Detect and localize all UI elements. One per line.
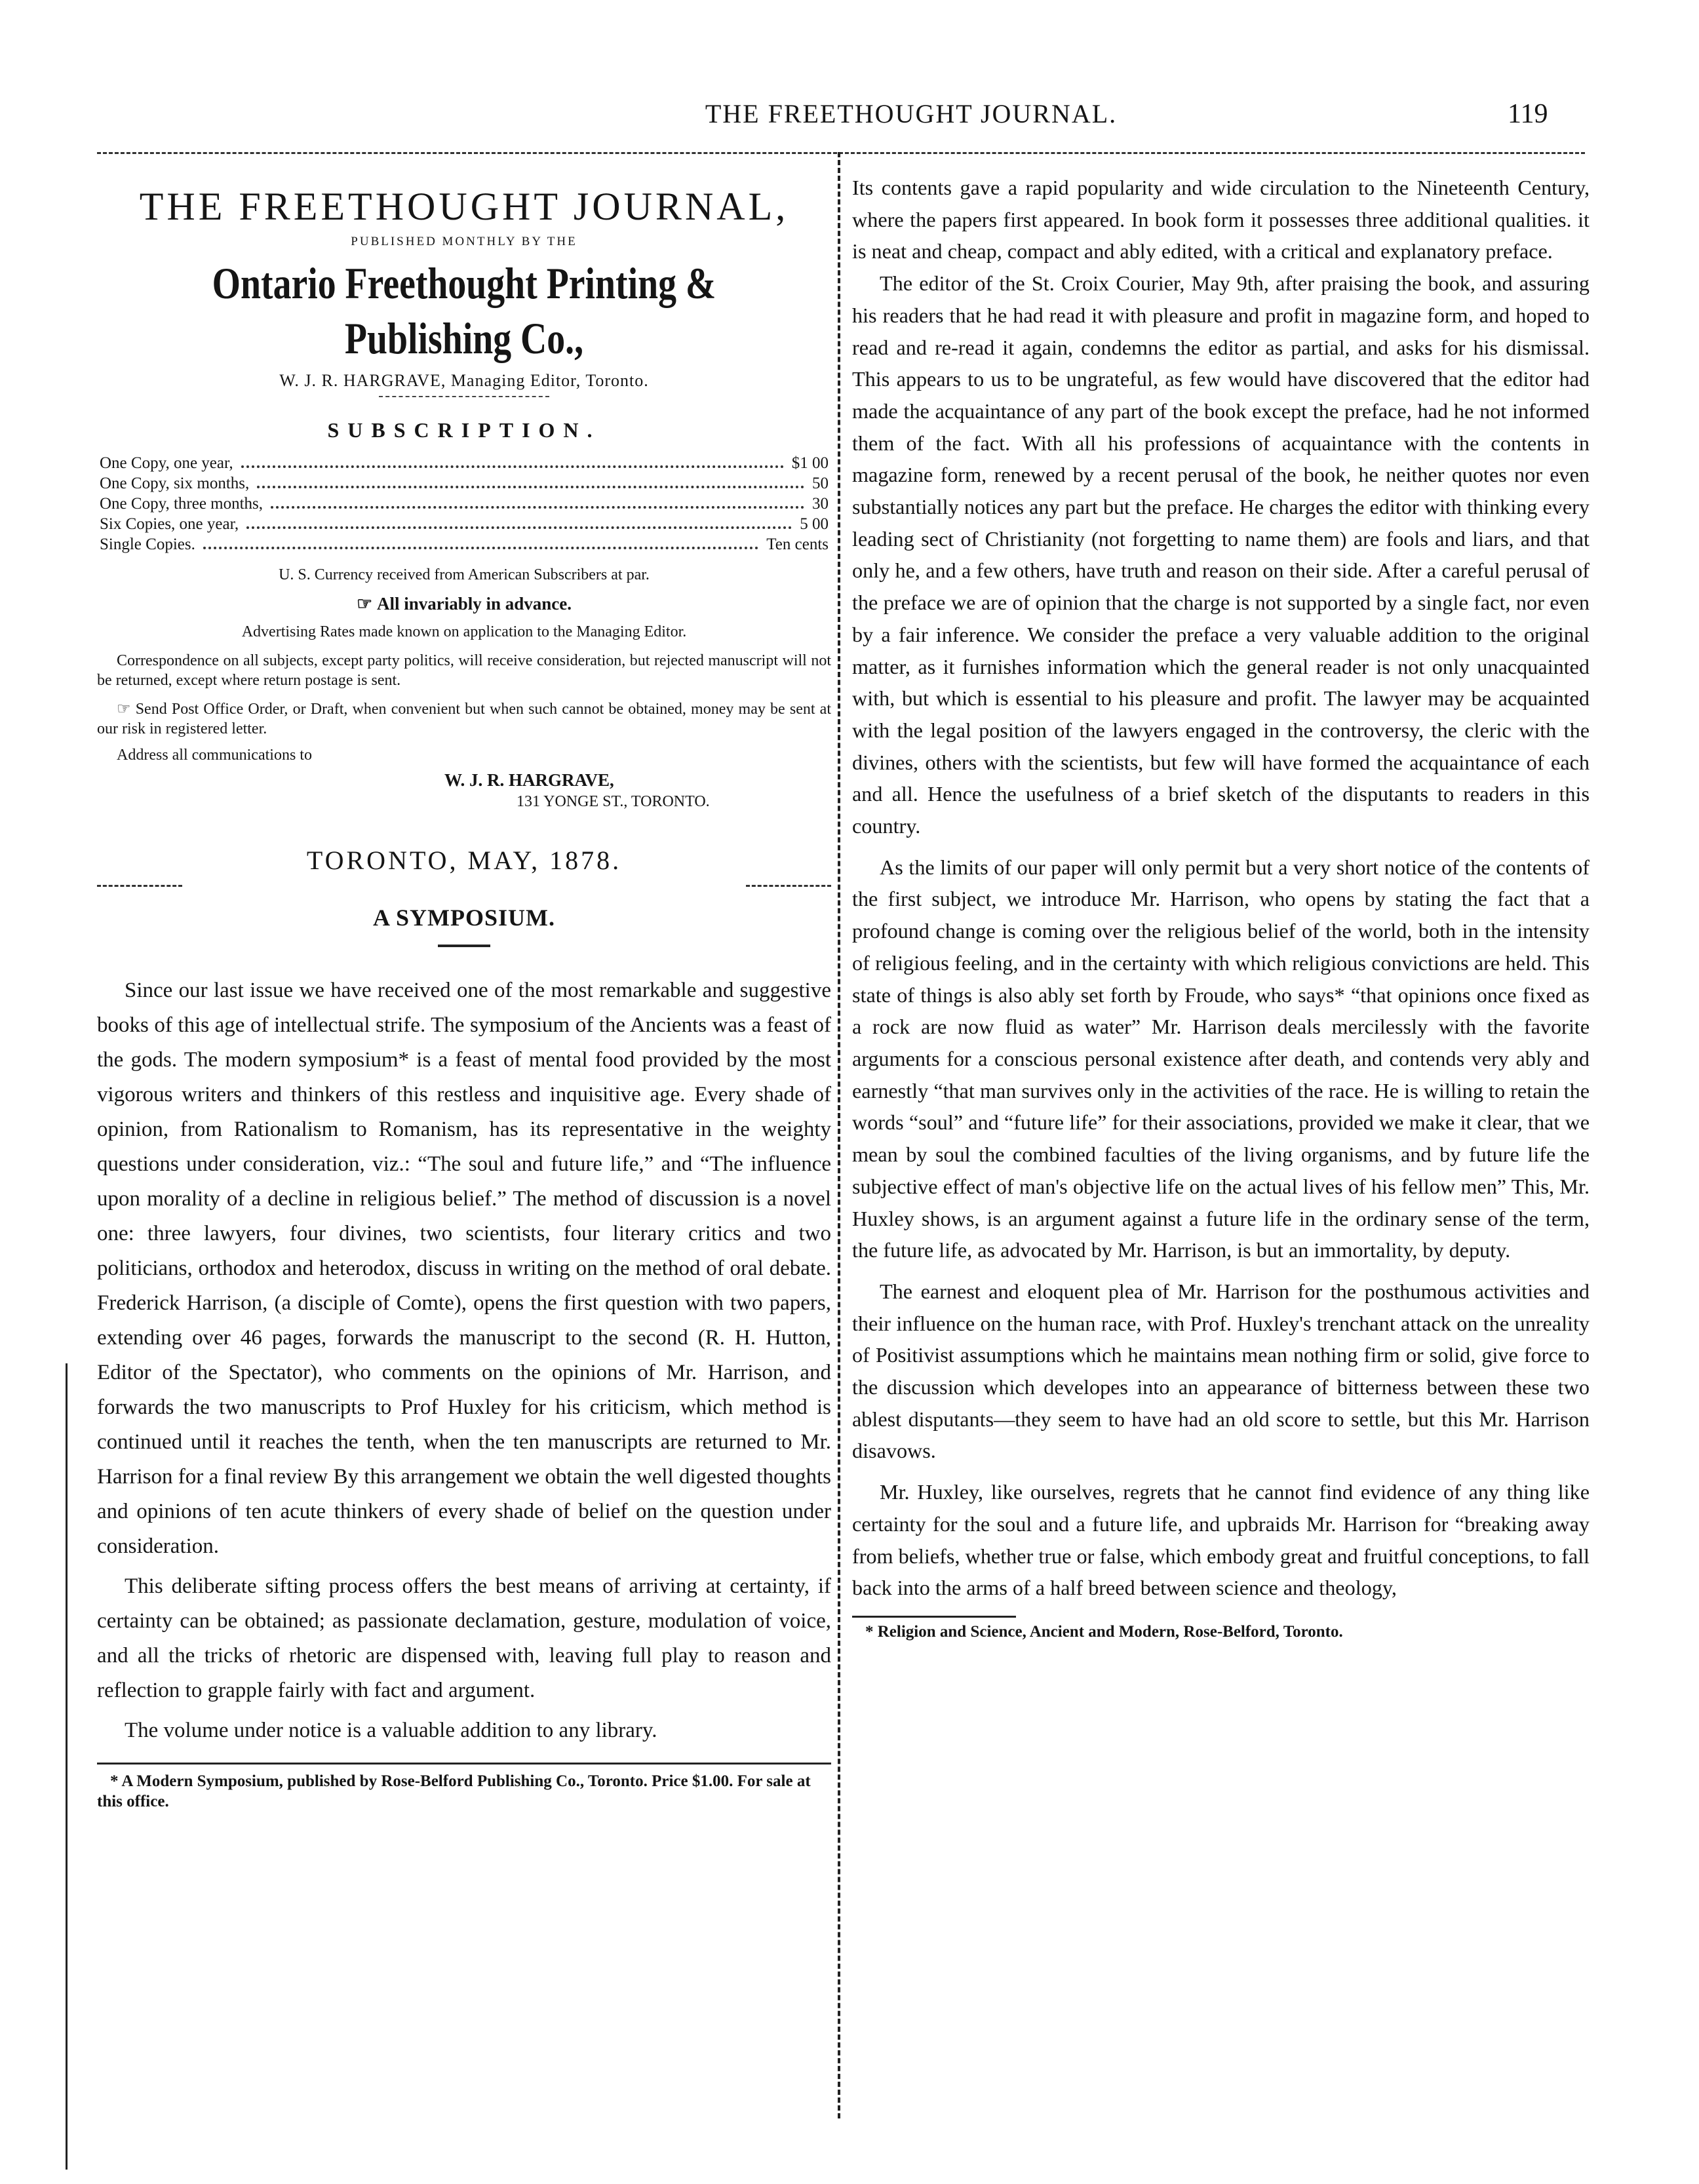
footnote-rule [97, 1763, 831, 1765]
rate-label: One Copy, three months, [100, 495, 264, 513]
pointing-hand-icon: ☞ [356, 594, 377, 614]
address-street: 131 YONGE ST., TORONTO. [517, 793, 710, 810]
article-paragraph: Since our last issue we have received one of the most remarkable and suggestive books of this age of intellectual strife. The symposium of the Ancients was a feast of the gods. The modern symposium* is a feast of mental food provided by the most vigorous writers and thinkers of this restless and inquisitive age. Every shade of opinion, from Rationalism to Romanism, has its representative in the weighty questions under consideration, viz.: “The soul and future life,” and “The influence upon morality of a decline in religious belief.” The method of discussion is a novel one: three lawyers, four divines, two scientists, four literary critics and two politicians, orthodox and heterodox, discuss in writing on the method of oral debate. Frederick Harrison, (a disciple of Comte), opens the first question with two papers, extending over 46 pages, forwards the manuscript to the second (R. H. Hutton, Editor of the Spectator), who comments on the opinions of Mr. Harrison, and forwards the two manuscripts to Prof Huxley for his criticism, which method is continued until it reaches the tenth, when the ten manuscripts are returned to Mr. Harrison for a final review By this arrangement we obtain the well digested thoughts and opinions of ten acute thinkers of every shade of belief on the question under consideration. [97, 979, 831, 1558]
rate-label: Six Copies, one year, [100, 515, 239, 533]
masthead-rule [379, 396, 549, 397]
article-paragraph: As the limits of our paper will only permit but a very short notice of the contents of the first subject, we introduce Mr. Harrison, who opens by stating the fact that a profound change is coming over the religious belief of the world, both in the intensity of religious feeling, and in the certainty with which religious convictions are held. This state of things is also ably set forth by Froude, who says* “that opinions once fixed as a rock are now fluid as water” Mr. Harrison deals mercilessly with the favorite arguments for a conscious personal existence after death, and contends very ably and earnestly “that man survives only in the activities of the race. He is willing to retain the words “soul” and “future life” for their associations, provided we make it clear, that we mean by soul the combined faculties of the living organisms, and by future life the subjective effect of man's objective life on the actual lives of his fellow men” This, Mr. Huxley shows, is an argument against a future life in the ordinary sense of the term, the future life, as advocated by Mr. Harrison, is but an immortality, by deputy. [852, 855, 1590, 1262]
article-paragraph: This deliberate sifting process offers the best means of arriving at certainty, if certainty can be obtained; as passionate declamation, gesture, modulation of voice, and all the tricks of rhetoric are dispensed with, leaving full play to reason and reflection to grapple fairly with fact and argument. [97, 1574, 831, 1702]
margin-rule [66, 1363, 68, 2170]
article-paragraph: Mr. Huxley, like ourselves, regrets that he cannot find evidence of any thing like certainty for the soul and a future life, and upbraids Mr. Harrison for “breaking away from beliefs, whether true or false, which embody great and fruitful conceptions, to fall back into the arms of a half breed between science and theology, [852, 1480, 1590, 1600]
rate-row [100, 534, 829, 555]
address-label: Address all communications to [117, 747, 312, 764]
remittance-note-text: Send Post Office Order, or Draft, when convenient but when such cannot be obtained, money may be sent at our risk in registered letter. [97, 701, 832, 737]
dateline: TORONTO, MAY, 1878. [306, 846, 622, 875]
masthead-title: THE FREETHOUGHT JOURNAL, [139, 185, 789, 228]
rate-label: Single Copies. [100, 536, 195, 553]
masthead-published-by: PUBLISHED MONTHLY BY THE [351, 235, 577, 248]
pointing-hand-icon: ☞ [117, 701, 136, 718]
advertising-note: Advertising Rates made known on application to the Managing Editor. [241, 623, 687, 640]
masthead-company: Ontario Freethought Printing & Publishing Co., [212, 258, 716, 363]
running-head [0, 98, 1699, 144]
currency-note: U. S. Currency received from American Subscribers at par. [279, 566, 650, 583]
rate-price: Ten cents [766, 536, 829, 553]
footnote-rule [852, 1616, 1016, 1618]
masthead-editor: W. J. R. HARGRAVE, Managing Editor, Toronto. [279, 371, 649, 390]
running-title: THE FREETHOUGHT JOURNAL. [705, 99, 1118, 128]
leader-dots [246, 526, 792, 529]
rate-row [100, 453, 829, 473]
dateline-rule [97, 885, 831, 887]
left-column [97, 172, 831, 1812]
header-rule [97, 152, 1585, 154]
right-column [852, 172, 1590, 1642]
rate-label: One Copy, six months, [100, 475, 250, 492]
leader-dots [203, 547, 758, 549]
advance-note-text: All invariably in advance. [376, 594, 572, 614]
rate-price: 5 00 [800, 515, 829, 533]
article-paragraph: Its contents gave a rapid popularity and wide circulation to the Nineteenth Century, where the papers first appeared. In book form it possesses three additional qualities. it is neat and cheap, compact and ably edited, with a critical and explanatory preface. [852, 176, 1590, 263]
rate-label: One Copy, one year, [100, 454, 233, 472]
leader-dots [271, 506, 804, 509]
article-paragraph: The editor of the St. Croix Courier, May 9th, after praising the book, and assuring his readers that he had read it with pleasure and profit in magazine form, and hoped to read and re-read it again, condemns the editor as partial, and asks for his dismissal. This appears to us to be ungrateful, as few would have discovered that the editor had made the acquaintance of any part of the book except the preface, had he not informed them of the fact. With all his professions of acquaintance with the contents in magazine form, renewed by a recent perusal of the book, he neither quotes nor even substantially notices any part but the preface. He charges the editor with thinking every leading sect of Christianity (not forgetting to name them) are fools and liars, and that only he, and a few others, have truth and reason on their side. After a careful perusal of the preface we are of opinion that the charge is not supported by a single fact, nor even by a fair inference. We consider the preface a very valuable addition to the original matter, as it furnishes information which the general reader is not only unacquainted with, but which is essential to his pleasure and profit. The lawyer may be acquainted with the legal position of the lawyers engaged in the controversy, the cleric with the divines, others with the scientists, but few will have formed the acquaintance of each and all. Hence the usefulness of a brief sketch of the disputants to readers in this country. [852, 271, 1590, 838]
article-title: A SYMPOSIUM. [372, 905, 555, 931]
rate-price: $1 00 [791, 454, 829, 472]
address-name: W. J. R. HARGRAVE, [444, 770, 614, 790]
leader-dots [257, 486, 804, 488]
rate-row [100, 494, 829, 514]
title-rule [438, 945, 490, 947]
remittance-note [97, 699, 831, 739]
article-paragraph: The volume under notice is a valuable addition to any library. [125, 1719, 657, 1742]
column-divider [838, 152, 840, 2118]
rate-price: 30 [812, 495, 829, 513]
page-number: 119 [1508, 99, 1548, 129]
article-paragraph: The earnest and eloquent plea of Mr. Harrison for the posthumous activities and their influence on the human race, with Prof. Huxley's trenchant attack on the unreality of Positivist assumptions which he maintains mean nothing firm or solid, give force to the discussion which developes into an appearance of bitterness between these two ablest disputants—they seem to have had an old score to settle, but this Mr. Harrison disavows. [852, 1279, 1590, 1463]
advance-note [97, 594, 831, 614]
correspondence-note: Correspondence on all subjects, except party politics, will receive consideration, but rejected manuscript will not be returned, except where return postage is sent. [97, 652, 831, 689]
subscription-rates [97, 453, 831, 555]
footnote: * Religion and Science, Ancient and Modern, Rose-Belford, Toronto. [865, 1622, 1343, 1641]
rate-row [100, 473, 829, 494]
rate-price: 50 [812, 475, 829, 492]
footnote: * A Modern Symposium, published by Rose-Belford Publishing Co., Toronto. Price $1.00. For sale at this office. [97, 1772, 811, 1810]
rate-row [100, 514, 829, 534]
leader-dots [241, 465, 784, 468]
subscription-heading: SUBSCRIPTION. [327, 418, 601, 442]
